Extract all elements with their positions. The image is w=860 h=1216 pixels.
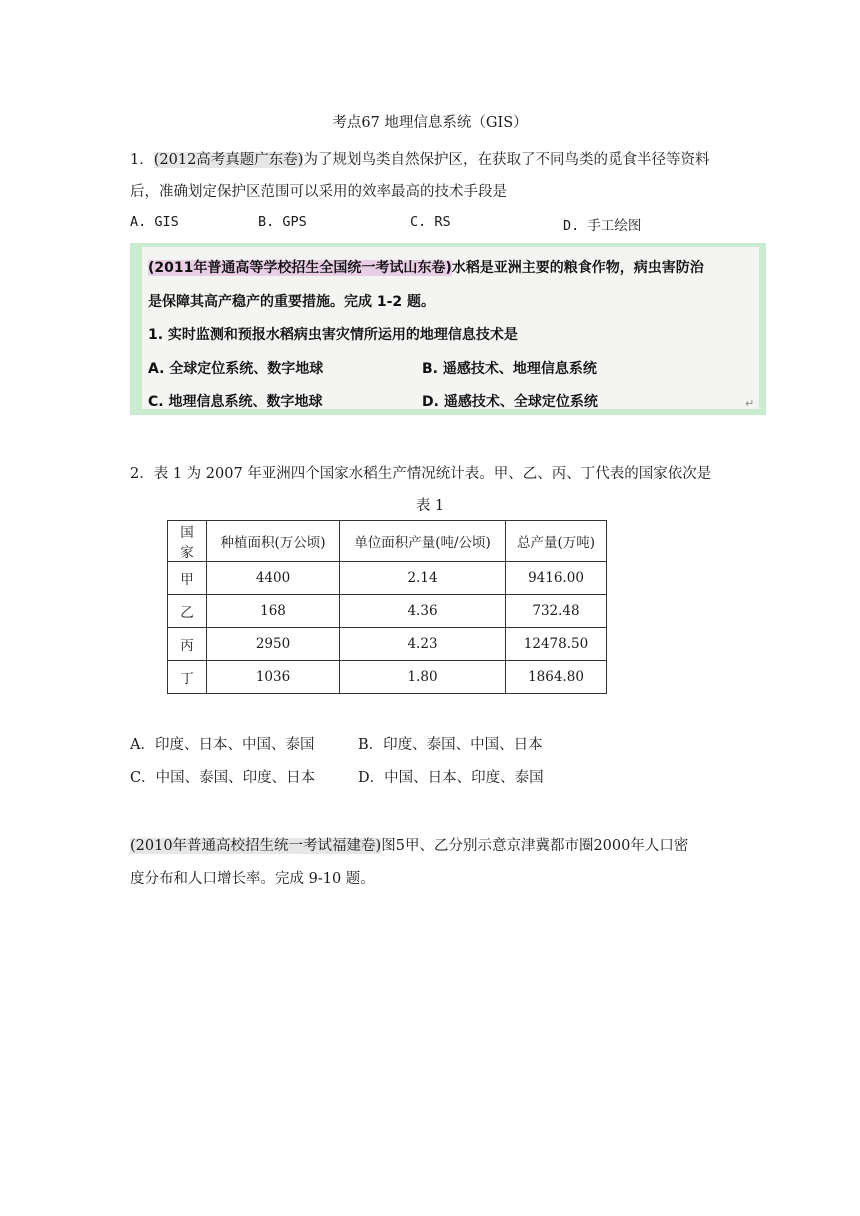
table-cell: 丁 <box>168 661 207 694</box>
question-text: 为了规划鸟类自然保护区，在获取了不同鸟类的觅食半径等资料 <box>303 152 710 168</box>
table-cell: 2950 <box>207 628 340 661</box>
scan-line-1 <box>148 257 704 277</box>
table-row <box>168 562 607 595</box>
question-source: (2012高考真题广东卷) <box>153 152 304 168</box>
table-cell: 9416.00 <box>506 562 607 595</box>
scan-option-a: A. 全球定位系统、数字地球 <box>148 361 324 377</box>
scan-option-d: D. 遥感技术、全球定位系统 <box>422 394 598 410</box>
table-cell: 4.23 <box>340 628 506 661</box>
header-total: 总产量(万吨) <box>506 521 607 562</box>
table-cell: 1.80 <box>340 661 506 694</box>
scan-question: 1. 实时监测和预报水稻病虫害灾情所运用的地理信息技术是 <box>148 327 518 343</box>
table-cell: 732.48 <box>506 595 607 628</box>
table-header-row <box>168 521 607 562</box>
table-row <box>168 661 607 694</box>
question-2-option-d: D．中国、日本、印度、泰国 <box>358 770 544 786</box>
table-cell: 1864.80 <box>506 661 607 694</box>
table-cell: 2.14 <box>340 562 506 595</box>
table-cell: 12478.50 <box>506 628 607 661</box>
header-yield: 单位面积产量(吨/公顷) <box>340 521 506 562</box>
scan-option-b: B. 遥感技术、地理信息系统 <box>422 361 597 377</box>
question-1-line-1 <box>130 148 709 169</box>
question-number: 1． <box>130 152 154 168</box>
question-3-line-1 <box>130 834 688 855</box>
question-2-option-c: C．中国、泰国、印度、日本 <box>130 770 316 786</box>
table-cell: 乙 <box>168 595 207 628</box>
table-cell: 4.36 <box>340 595 506 628</box>
question-2-option-a: A．印度、日本、中国、泰国 <box>130 737 315 753</box>
header-country: 国家 <box>168 521 207 562</box>
scanned-question-image <box>130 243 766 415</box>
scan-text: 水稻是亚洲主要的粮食作物，病虫害防治 <box>451 260 704 276</box>
table-cell: 1036 <box>207 661 340 694</box>
question-2-option-b: B．印度、泰国、中国、日本 <box>358 737 543 753</box>
table-cell: 丙 <box>168 628 207 661</box>
option-b: B. GPS <box>258 214 307 230</box>
header-area: 种植面积(万公顷) <box>207 521 340 562</box>
table-caption: 表 1 <box>415 498 445 514</box>
scanned-question-content <box>142 247 759 409</box>
question-source: (2010年普通高校招生统一考试福建卷) <box>130 838 382 854</box>
paragraph-mark-icon: ↵ <box>745 397 755 410</box>
table-row <box>168 628 607 661</box>
option-d: D. 手工绘图 <box>563 218 642 234</box>
table-row <box>168 595 607 628</box>
question-2-text: 2．表 1 为 2007 年亚洲四个国家水稻生产情况统计表。甲、乙、丙、丁代表的国家依次是 <box>130 466 712 482</box>
question-1-line-2: 后，准确划定保护区范围可以采用的效率最高的技术手段是 <box>130 184 507 200</box>
option-c: C. RS <box>410 214 451 230</box>
table-cell: 甲 <box>168 562 207 595</box>
scan-line-2: 是保障其高产稳产的重要措施。完成 1-2 题。 <box>148 294 436 310</box>
page-title: 考点67 地理信息系统（GIS） <box>332 115 528 131</box>
table-cell: 4400 <box>207 562 340 595</box>
option-a: A. GIS <box>130 214 179 230</box>
table-cell: 168 <box>207 595 340 628</box>
scan-option-c: C. 地理信息系统、数字地球 <box>148 394 323 410</box>
question-3-line-2: 度分布和人口增长率。完成 9-10 题。 <box>130 871 375 887</box>
question-text: 图5甲、乙分别示意京津冀都市圈2000年人口密 <box>381 838 689 854</box>
scan-source: (2011年普通高等学校招生全国统一考试山东卷) <box>148 260 452 276</box>
rice-production-table <box>167 520 607 694</box>
